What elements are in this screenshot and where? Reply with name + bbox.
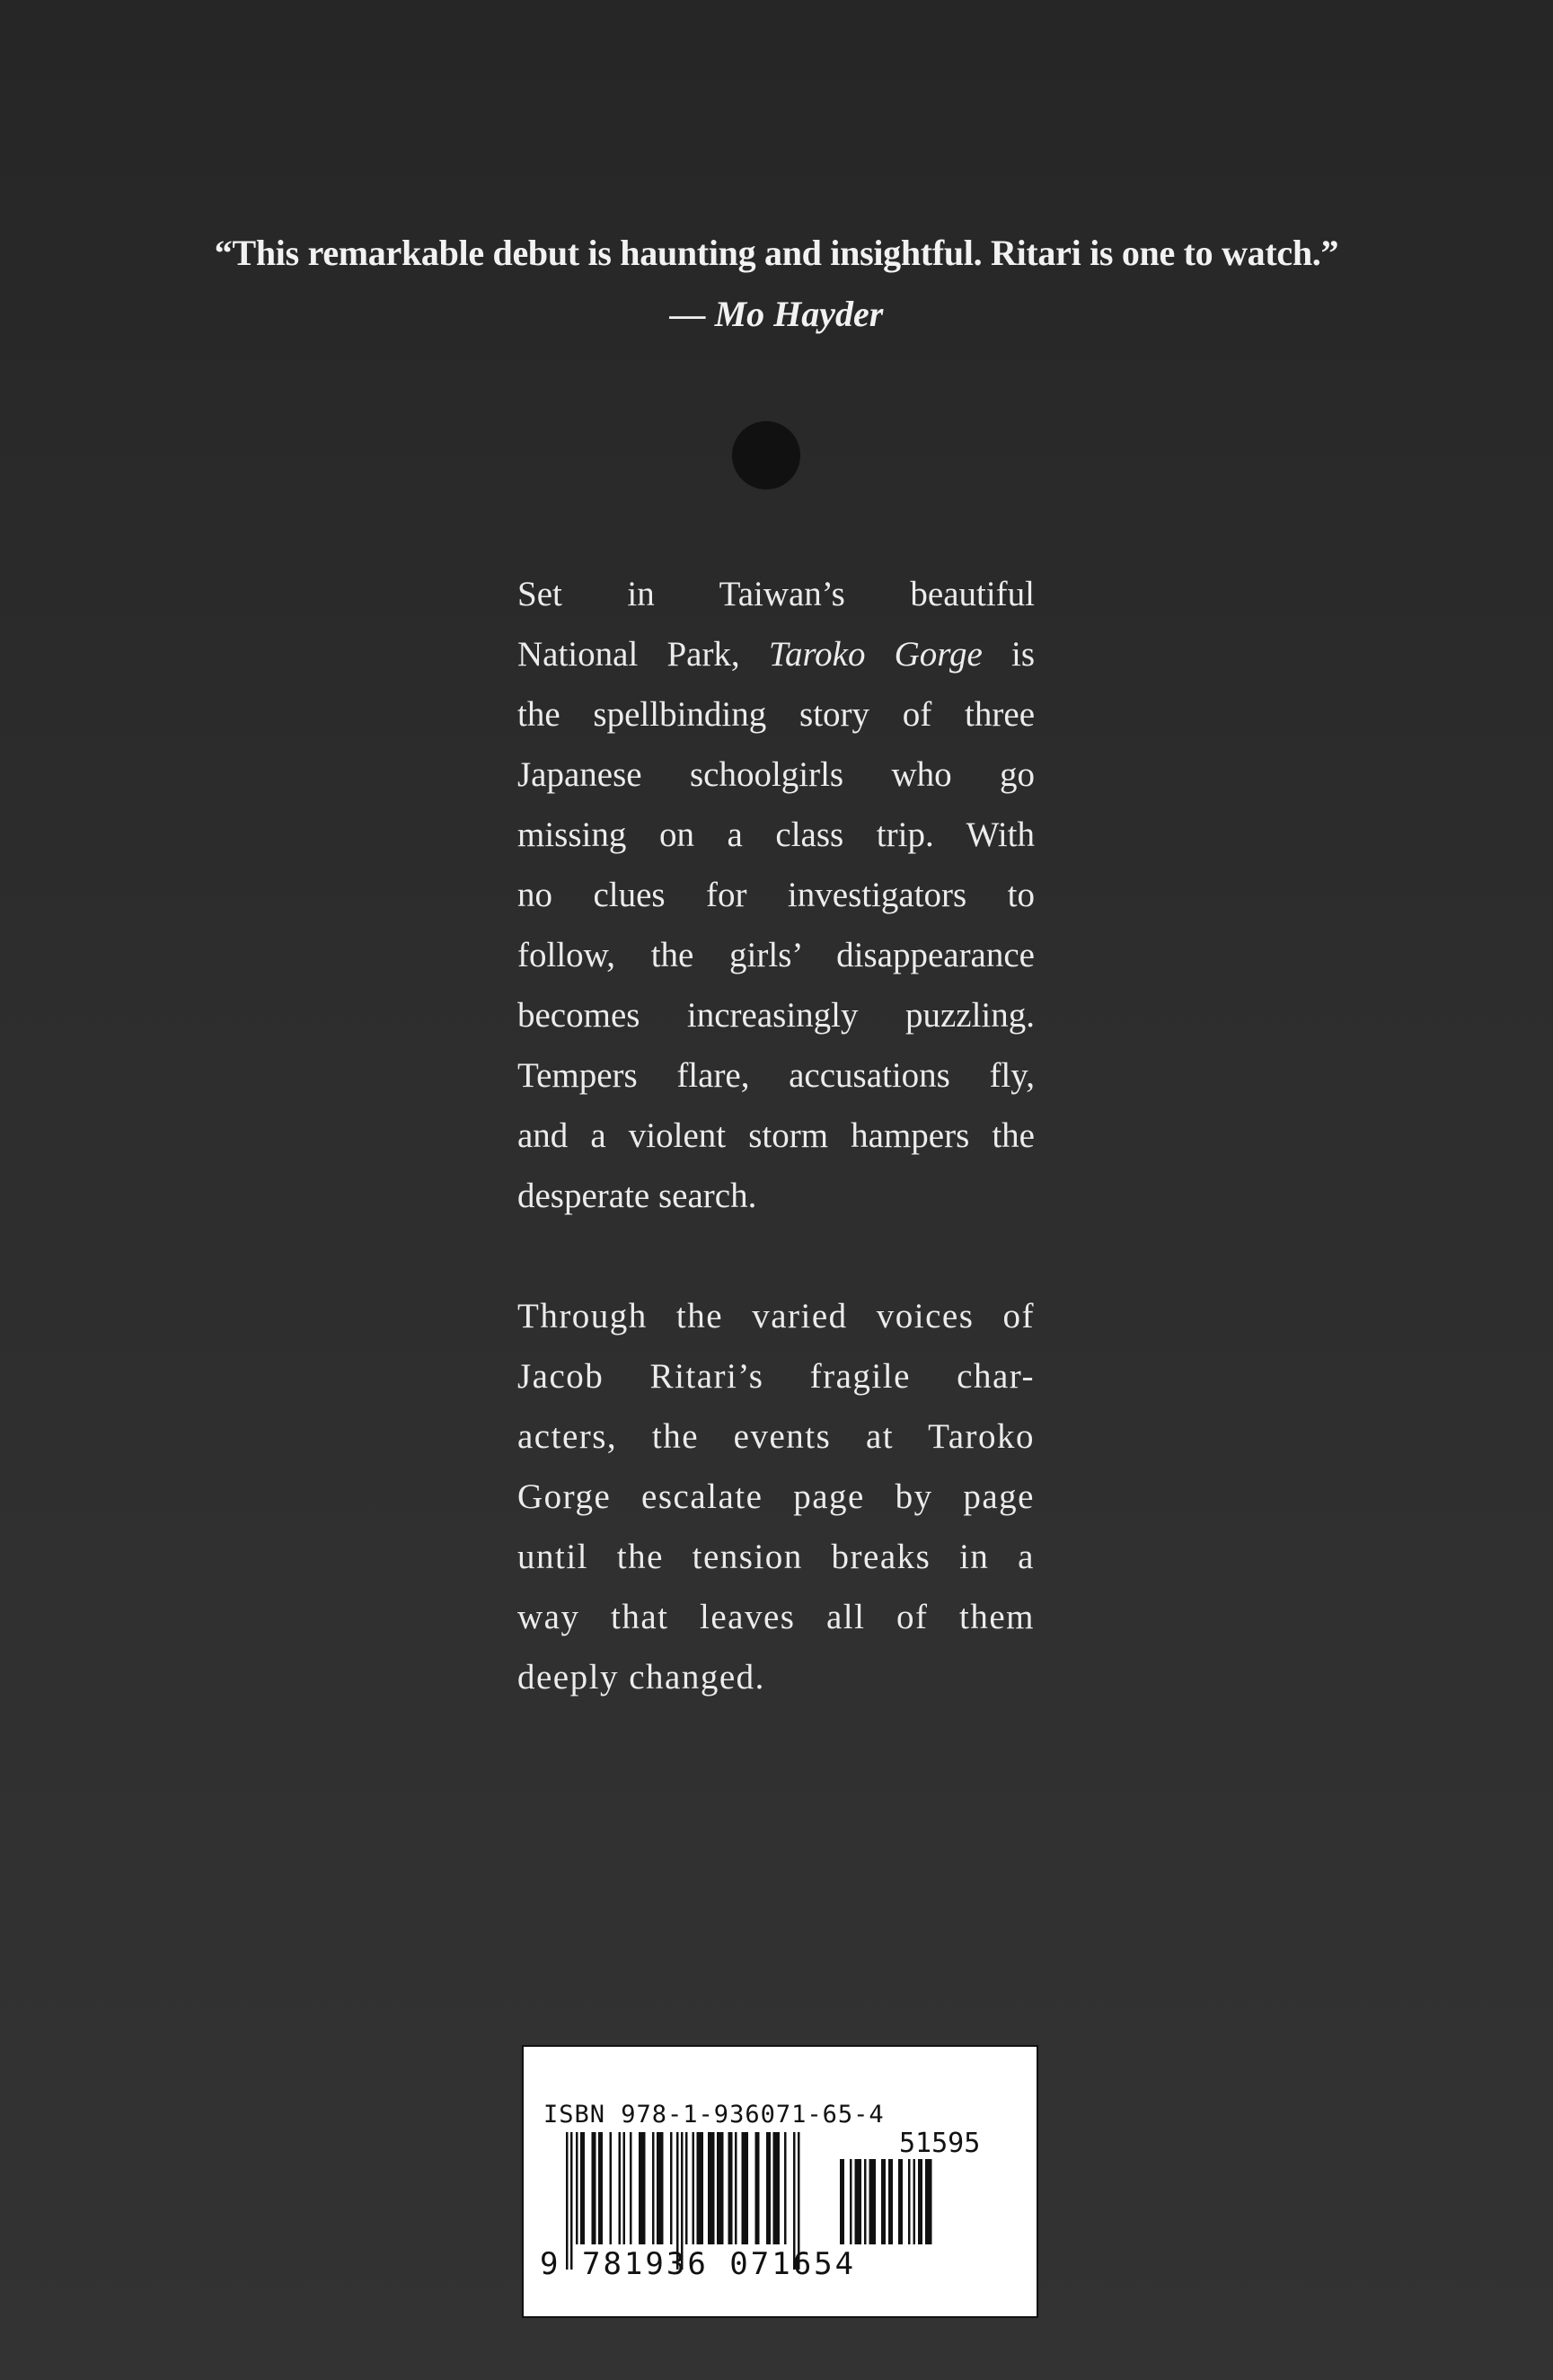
text-line: Through the varied voices of	[517, 1297, 1035, 1335]
isbn-label: ISBN 978-1-936071-65-4	[543, 2101, 885, 2129]
text-line: Jacob Ritari’s fragile char-	[517, 1357, 1035, 1396]
text-line: acters, the events at Taroko	[517, 1417, 1035, 1456]
barcode-bar	[773, 2132, 781, 2244]
endorsement-quote: “This remarkable debut is haunting and insightful. Ritari is one to watch.”	[214, 233, 1339, 273]
barcode-bar	[610, 2132, 613, 2244]
text-line: no clues for investigators to	[517, 876, 1035, 914]
text-line: missing on a class trip. With	[517, 815, 1035, 854]
text-line: Tempers flare, accusations fly,	[517, 1056, 1035, 1095]
barcode-bar	[755, 2132, 760, 2244]
barcode-bar	[881, 2159, 886, 2244]
barcode-bar	[630, 2132, 632, 2244]
barcode-bar	[840, 2159, 844, 2244]
barcode-bar	[657, 2132, 664, 2244]
barcode-bar	[850, 2159, 852, 2244]
barcode-bar	[888, 2159, 893, 2244]
barcode-bar	[598, 2132, 603, 2244]
barcode-bar	[908, 2159, 911, 2244]
decorative-dot	[732, 421, 800, 489]
text-line: the spellbinding story of three	[517, 695, 1035, 734]
barcode-bar	[580, 2132, 585, 2244]
isbn-barcode	[522, 2045, 1038, 2318]
barcode-bar	[623, 2132, 626, 2244]
barcode-bar	[735, 2132, 737, 2244]
barcode-bar	[766, 2132, 771, 2244]
ean-digits: 9 781936 071654	[540, 2246, 857, 2282]
text-line: until the tension breaks in a	[517, 1538, 1035, 1576]
endorsement-attribution: — Mo Hayder	[669, 294, 884, 334]
barcode-bar	[864, 2159, 867, 2244]
text-line: and a violent storm hampers the	[517, 1116, 1035, 1155]
text-line: deeply changed.	[517, 1658, 765, 1697]
barcode-bar	[697, 2132, 704, 2244]
text-line: Gorge escalate page by page	[517, 1477, 1035, 1516]
text-line: becomes increasingly puzzling.	[517, 996, 1035, 1035]
barcode-bar	[619, 2132, 622, 2244]
book-title: Taroko Gorge	[768, 635, 983, 674]
barcode-bar	[925, 2159, 932, 2244]
barcode-bar	[576, 2132, 578, 2244]
text-line: desperate search.	[517, 1177, 757, 1215]
description-paragraph-1	[517, 564, 1035, 1226]
barcode-bar	[742, 2132, 749, 2244]
barcode-bar	[913, 2159, 916, 2244]
barcode-bar	[693, 2132, 695, 2244]
barcode-bar	[869, 2159, 877, 2244]
text-line: way that leaves all of them	[517, 1598, 1035, 1636]
barcode-bar	[784, 2132, 787, 2244]
barcode-bar	[708, 2132, 715, 2244]
barcode-bar	[918, 2159, 922, 2244]
description-paragraph-2	[517, 1286, 1035, 1707]
text-line: National Park, Taroko Gorge is	[517, 635, 1036, 674]
barcode-bar	[855, 2159, 862, 2244]
price-code: 51595	[899, 2128, 981, 2159]
barcode-bar	[592, 2132, 596, 2244]
barcode-bar	[685, 2132, 688, 2244]
barcode-bar	[728, 2132, 733, 2244]
text-line: follow, the girls’ disappearance	[517, 936, 1035, 974]
barcode-bar	[652, 2132, 655, 2244]
barcode-bar	[898, 2159, 903, 2244]
barcode-bar	[670, 2132, 673, 2244]
barcode-bar	[639, 2132, 646, 2244]
barcode-bar	[717, 2132, 724, 2244]
text-line: Japanese schoolgirls who go	[517, 755, 1035, 794]
text-line: Set in Taiwan’s beautiful	[517, 575, 1035, 613]
